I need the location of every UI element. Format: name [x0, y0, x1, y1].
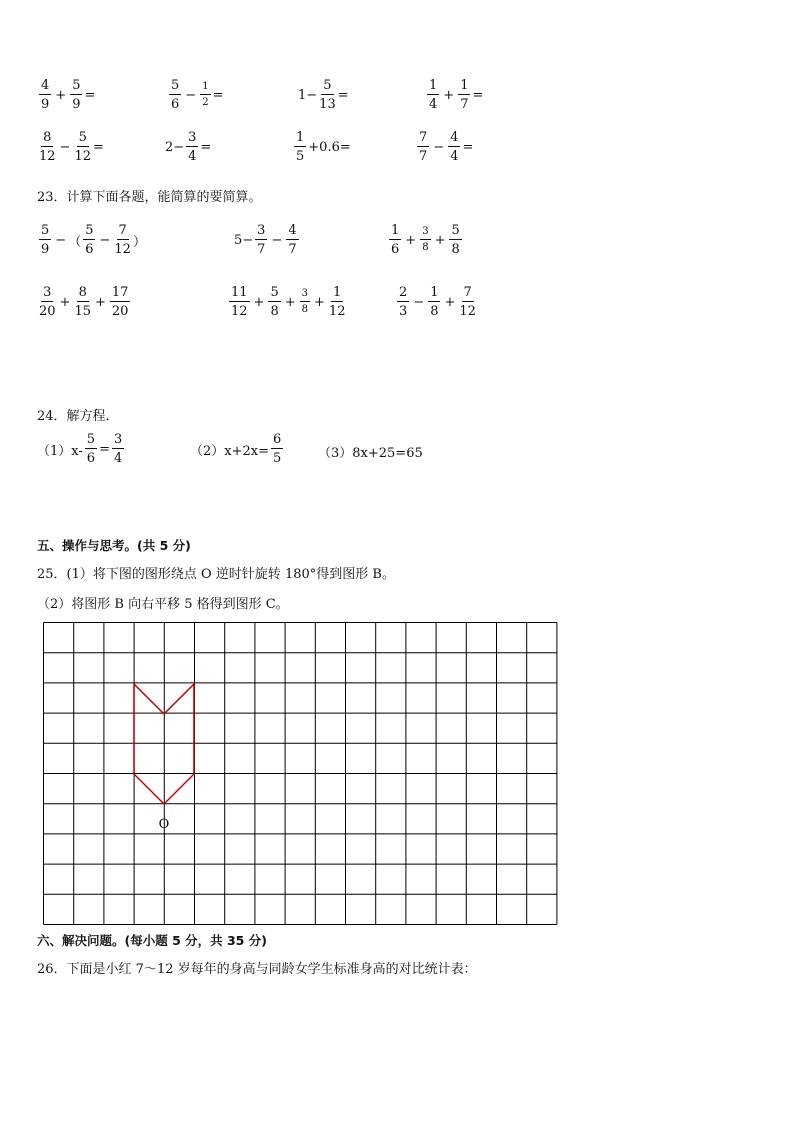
section-5-heading: 五、操作与思考。(共 5 分): [37, 538, 191, 553]
fraction: $\frac{1}{8}$: [430, 285, 439, 319]
fraction: $\frac{3}{4}$: [188, 130, 197, 164]
fraction: $\frac{7}{12}$: [114, 223, 131, 257]
fraction: $\frac{3}{4}$: [113, 432, 123, 466]
fraction: $\frac{17}{20}$: [111, 285, 129, 319]
fraction: $\frac{5}{6}$: [85, 223, 94, 257]
expr-4-9-plus-5-9: $\frac{4}{9}$ + $\frac{5}{9}$ =: [41, 78, 96, 112]
q24-equation-1: （1）x- $\frac{5}{6}$ = $\frac{3}{4}$: [37, 432, 123, 466]
fraction: $\frac{1}{6}$: [391, 223, 400, 257]
q26-text: 26．下面是小红 7～12 岁每年的身高与同龄女学生标准身高的对比统计表：: [37, 962, 477, 977]
fraction: $\frac{5}{8}$: [270, 285, 279, 319]
fraction: $\frac{1}{12}$: [328, 285, 346, 319]
expr-1-minus-5-13: 1− $\frac{5}{13}$ =: [298, 78, 349, 112]
grid-lines: [44, 623, 557, 925]
fraction: $\frac{8}{12}$: [39, 130, 56, 164]
fraction: $\frac{3}{8}$: [301, 288, 309, 315]
q23-expr-2: 5− $\frac{3}{7}$ − $\frac{4}{7}$: [234, 223, 297, 257]
fraction: $\frac{7}{12}$: [459, 285, 476, 319]
fraction: $\frac{5}{6}$: [171, 78, 180, 112]
fraction: $\frac{5}{8}$: [451, 223, 460, 257]
expr-7-7-minus-4-4: $\frac{7}{7}$ − $\frac{4}{4}$ =: [419, 130, 474, 164]
q25-part-1: 25．(1）将下图的图形绕点 O 逆时针旋转 180°得到图形 B。: [37, 567, 395, 582]
fraction: $\frac{1}{4}$: [429, 78, 438, 112]
q23-expr-6: $\frac{2}{3}$ − $\frac{1}{8}$ + $\frac{7}{12}$: [399, 285, 476, 319]
fraction: $\frac{5}{9}$: [72, 78, 81, 112]
q23-expr-5: $\frac{11}{12}$ + $\frac{5}{8}$ + $\frac{3}{8}$ + $\frac{1}{12}$: [231, 285, 346, 319]
section-6-heading: 六、解决问题。(每小题 5 分，共 35 分): [37, 933, 267, 948]
fraction: $\frac{3}{8}$: [422, 226, 429, 253]
q23-expr-4: $\frac{3}{20}$ + $\frac{8}{15}$ + $\frac{17}{20}$: [39, 285, 129, 319]
fraction: $\frac{1}{5}$: [296, 130, 305, 164]
fraction: $\frac{8}{15}$: [74, 285, 91, 319]
fraction: $\frac{7}{7}$: [419, 130, 428, 164]
fraction: $\frac{4}{4}$: [450, 130, 459, 164]
point-o-label: O: [158, 817, 170, 832]
expr-1-5-plus-0.6: $\frac{1}{5}$ +0.6=: [296, 130, 351, 164]
fraction: $\frac{6}{5}$: [273, 432, 282, 466]
q23-expr-3: $\frac{1}{6}$ + $\frac{3}{8}$ + $\frac{5}{8}$: [391, 223, 460, 257]
expr-1-4-plus-1-7: $\frac{1}{4}$ + $\frac{1}{7}$ =: [429, 78, 484, 112]
fraction: $\frac{2}{3}$: [399, 285, 408, 319]
fraction: $\frac{1}{7}$: [460, 78, 469, 112]
expr-5-6-minus-1-2: $\frac{5}{6}$ − $\frac{1}{2}$ =: [171, 78, 224, 112]
square-grid: [43, 622, 559, 926]
fraction: $\frac{5}{9}$: [41, 223, 50, 257]
fraction: $\frac{4}{7}$: [288, 223, 297, 257]
q24-equation-2: （2）x+2x= $\frac{6}{5}$: [190, 432, 282, 466]
q24-title: 24．解方程．: [37, 409, 119, 424]
fraction: $\frac{3}{7}$: [257, 223, 266, 257]
fraction: $\frac{5}{12}$: [74, 130, 91, 164]
q25-part-2: （2）将图形 B 向右平移 5 格得到图形 C。: [37, 597, 289, 612]
fraction: $\frac{5}{6}$: [86, 432, 96, 466]
expr-8-12-minus-5-12: $\frac{8}{12}$ − $\frac{5}{12}$ =: [39, 130, 104, 164]
fraction: $\frac{11}{12}$: [231, 285, 248, 319]
q23-expr-1: $\frac{5}{9}$ − （ $\frac{5}{6}$ − $\frac{7}{12}$ ）: [41, 223, 146, 257]
q23-title: 23．计算下面各题，能简算的要简算。: [37, 190, 262, 205]
q24-equation-3: （3）8x+25=65: [318, 446, 423, 461]
fraction: $\frac{1}{2}$: [202, 81, 209, 108]
expr-2-minus-3-4: 2− $\frac{3}{4}$ =: [165, 130, 212, 164]
fraction: $\frac{5}{13}$: [319, 78, 336, 112]
fraction: $\frac{3}{20}$: [39, 285, 56, 319]
fraction: $\frac{4}{9}$: [41, 78, 50, 112]
